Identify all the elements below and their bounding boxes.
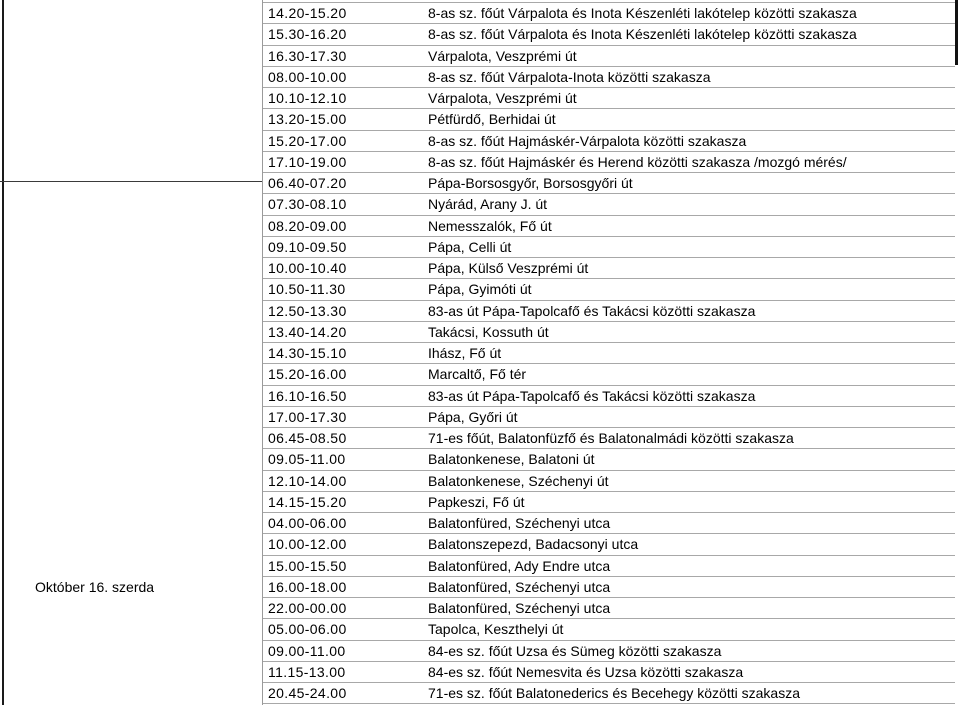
time-cell[interactable]: 14.15-15.20 [268,493,347,510]
table-row[interactable] [263,3,955,24]
location-cell[interactable]: Takácsi, Kossuth út [428,323,549,340]
time-cell[interactable]: 15.20-17.00 [268,132,347,149]
time-cell[interactable]: 09.00-11.00 [268,642,346,659]
table-row[interactable] [263,513,955,534]
table-row[interactable] [263,194,955,215]
table-row[interactable] [263,301,955,322]
time-cell[interactable]: 10.00-10.40 [268,260,347,276]
table-row[interactable] [263,683,955,704]
table-row[interactable] [263,67,955,88]
location-cell[interactable]: Nyárád, Arany J. út [428,196,548,213]
date-label: Október 16. szerda [35,579,155,595]
location-cell[interactable]: Nemesszalók, Fő út [428,217,552,234]
table-row[interactable] [263,449,955,470]
table-row[interactable] [263,641,955,662]
time-cell[interactable]: 15.30-16.20 [268,26,347,43]
location-cell[interactable]: 8-as sz. főút Hajmáskér és Herend közötti szakasza /mozgó mérés/ [428,153,847,170]
table-row[interactable] [263,534,955,555]
table-row[interactable] [263,173,955,194]
location-cell[interactable]: 71-es főút, Balatonfüzfő és Balatonalmádi közötti szakasza [428,430,794,446]
table-row[interactable] [263,216,955,237]
table-row[interactable] [263,152,955,173]
time-cell[interactable]: 12.10-14.00 [268,472,347,489]
location-cell[interactable]: Pápa, Celli út [428,238,512,255]
table-row[interactable] [263,662,955,683]
location-cell[interactable]: 8-as sz. főút Várpalota és Inota Készenléti lakótelep közötti szakasza [428,26,857,43]
location-cell[interactable]: Balatonfüred, Széchenyi utca [428,515,611,531]
time-cell[interactable]: 07.30-08.10 [268,196,347,213]
location-cell[interactable]: Várpalota, Veszprémi út [428,47,577,64]
location-cell[interactable]: Pápa, Külső Veszprémi út [428,260,589,276]
time-cell[interactable]: 15.00-15.50 [268,557,347,574]
table-row[interactable] [263,24,955,45]
location-cell[interactable]: Balatonszepezd, Badacsonyi utca [428,536,639,553]
table-row[interactable] [263,598,955,619]
location-cell[interactable]: Balatonfüred, Széchenyi utca [428,600,611,616]
table-row[interactable] [263,386,955,407]
location-cell[interactable]: Pápa, Győri út [428,408,518,425]
table-row[interactable] [263,258,955,279]
location-cell[interactable]: Pápa-Borsosgyőr, Borsosgyőri út [428,175,633,191]
time-cell[interactable]: 10.10-12.10 [268,90,347,106]
time-cell[interactable]: 14.20-15.20 [268,5,347,21]
time-cell[interactable]: 14.30-15.10 [268,345,347,361]
time-cell[interactable]: 20.45-24.00 [268,685,347,701]
time-cell[interactable]: 13.40-14.20 [268,323,347,340]
time-cell[interactable]: 08.20-09.00 [268,217,347,234]
row-group-divider [0,181,262,182]
location-cell[interactable]: 84-es sz. főút Uzsa és Sümeg közötti szakasza [428,642,722,659]
time-cell[interactable]: 22.00-00.00 [268,600,347,616]
location-cell[interactable]: Ihász, Fő út [428,345,502,361]
time-cell[interactable]: 09.10-09.50 [268,238,347,255]
time-cell[interactable]: 10.00-12.00 [268,536,347,553]
location-cell[interactable]: Papkeszi, Fő út [428,493,525,510]
table-row[interactable] [263,428,955,449]
location-cell[interactable]: Marcaltő, Fő tér [428,366,527,383]
time-cell[interactable]: 17.10-19.00 [268,153,347,170]
location-cell[interactable]: Balatonfüred, Széchenyi utca [428,578,611,595]
location-cell[interactable]: Balatonfüred, Ady Endre utca [428,557,611,574]
table-row[interactable] [263,492,955,513]
time-cell[interactable]: 17.00-17.30 [268,408,347,425]
table-row[interactable] [263,322,955,343]
time-cell[interactable]: 06.45-08.50 [268,430,347,446]
location-cell[interactable]: 8-as sz. főút Hajmáskér-Várpalota közötti szakasza [428,132,747,149]
time-cell[interactable]: 15.20-16.00 [268,366,347,383]
time-cell[interactable]: 16.00-18.00 [268,578,347,595]
table-row[interactable] [263,109,955,130]
time-cell[interactable]: 08.00-10.00 [268,68,347,85]
location-cell[interactable]: Várpalota, Veszprémi út [428,90,577,106]
time-cell[interactable]: 04.00-06.00 [268,515,347,531]
time-cell[interactable]: 16.10-16.50 [268,387,347,404]
time-cell[interactable]: 09.05-11.00 [268,451,346,468]
time-cell[interactable]: 11.15-13.00 [268,663,346,680]
location-cell[interactable]: 8-as sz. főút Várpalota és Inota Készenléti lakótelep közötti szakasza [428,5,857,21]
table-row[interactable] [263,407,955,428]
right-border [955,0,958,65]
table-row[interactable] [263,364,955,385]
table-row[interactable] [263,279,955,300]
time-cell[interactable]: 12.50-13.30 [268,302,347,319]
table-row[interactable] [263,577,955,598]
table-row[interactable] [263,556,955,577]
location-cell[interactable]: Pétfürdő, Berhidai út [428,111,556,128]
location-cell[interactable]: 83-as út Pápa-Tapolcafő és Takácsi közötti szakasza [428,387,756,404]
date-cell[interactable] [2,0,262,705]
table-row[interactable] [263,131,955,152]
table-row[interactable] [263,343,955,364]
time-cell[interactable]: 05.00-06.00 [268,621,347,638]
table-row[interactable] [263,46,955,67]
location-cell[interactable]: Pápa, Gyimóti út [428,281,532,298]
table-row[interactable] [263,88,955,109]
location-cell[interactable]: 71-es sz. főút Balatonederics és Becehegy közötti szakasza [428,685,800,701]
location-cell[interactable]: 8-as sz. főút Várpalota-Inota közötti szakasza [428,68,711,85]
table-row[interactable] [263,471,955,492]
schedule-table [263,2,955,704]
table-row[interactable] [263,619,955,640]
time-cell[interactable]: 13.20-15.00 [268,111,347,128]
location-cell[interactable]: 83-as út Pápa-Tapolcafő és Takácsi közötti szakasza [428,302,756,319]
table-row[interactable] [263,237,955,258]
time-cell[interactable]: 16.30-17.30 [268,47,347,64]
location-cell[interactable]: Balatonkenese, Balatoni út [428,451,595,468]
location-cell[interactable]: Tapolca, Keszthelyi út [428,621,564,638]
time-cell[interactable]: 06.40-07.20 [268,175,347,191]
time-cell[interactable]: 10.50-11.30 [268,281,346,298]
location-cell[interactable]: Balatonkenese, Széchenyi út [428,472,609,489]
location-cell[interactable]: 84-es sz. főút Nemesvita és Uzsa közötti szakasza [428,663,744,680]
